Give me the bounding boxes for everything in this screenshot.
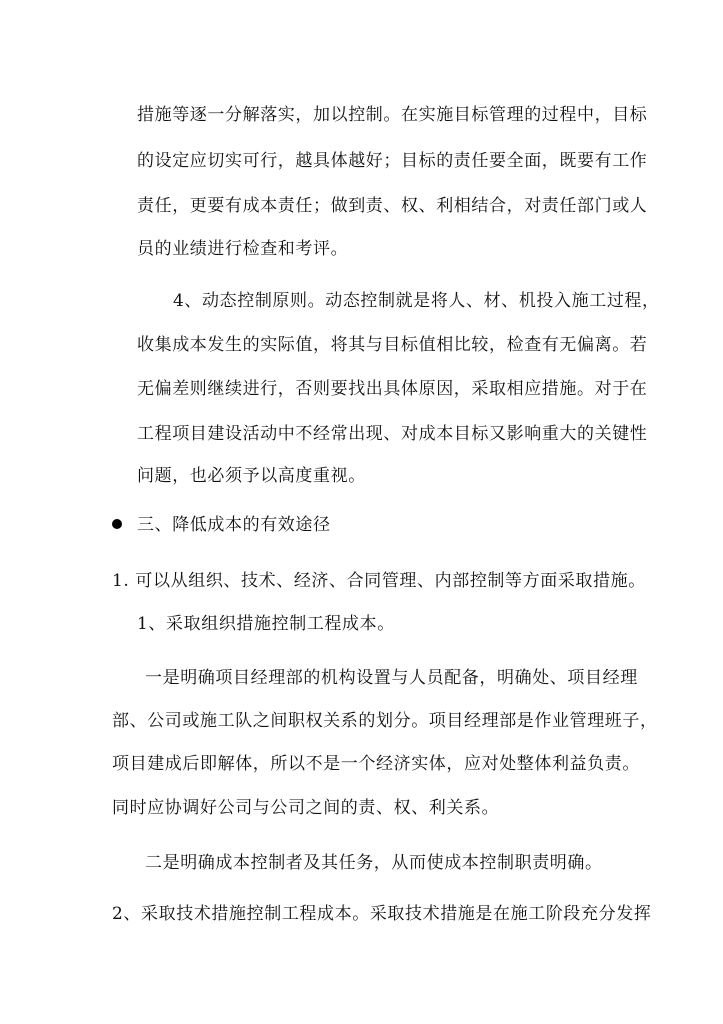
body-line-4: 员的业绩进行检查和考评。 — [137, 239, 349, 259]
body-line-5: 4、动态控制原则。动态控制就是将人、材、机投入施工过程， — [173, 291, 660, 311]
subheading-1: 1、采取组织措施控制工程成本。 — [137, 614, 395, 634]
body-line-3: 责任，更要有成本责任；做到责、权、利相结合，对责任部门或人 — [137, 196, 648, 216]
body-line-7: 无偏差则继续进行，否则要找出具体原因，采取相应措施。对于在 — [137, 379, 648, 399]
body-line-17: 二是明确成本控制者及其任务，从而使成本控制职责明确。 — [145, 853, 603, 873]
body-line-16: 同时应协调好公司与公司之间的责、权、利关系。 — [112, 798, 500, 818]
subheading-2: 2、采取技术措施控制工程成本。采取技术措施是在施工阶段充分发挥 — [112, 904, 652, 924]
body-line-13: 一是明确项目经理部的机构设置与人员配备，明确处、项目经理 — [145, 668, 638, 688]
body-line-1: 措施等逐一分解落实，加以控制。在实施目标管理的过程中，目标 — [137, 105, 648, 125]
numbered-item-1: 1. 可以从组织、技术、经济、合同管理、内部控制等方面采取措施。 — [112, 571, 646, 591]
body-line-14: 部、公司或施工队之间职权关系的划分。项目经理部是作业管理班子， — [112, 711, 658, 731]
bullet-icon — [112, 519, 122, 529]
body-line-9: 问题，也必须予以高度重视。 — [137, 466, 366, 486]
body-line-6: 收集成本发生的实际值，将其与目标值相比较，检查有无偏离。若 — [137, 335, 648, 355]
body-line-15: 项目建成后即解体，所以不是一个经济实体，应对处整体利益负责。 — [112, 754, 640, 774]
body-line-2: 的设定应切实可行，越具体越好；目标的责任要全面，既要有工作 — [137, 151, 648, 171]
body-line-8: 工程项目建设活动中不经常出现、对成本目标又影响重大的关键性 — [137, 424, 648, 444]
section-heading: 三、降低成本的有效途径 — [137, 515, 331, 535]
